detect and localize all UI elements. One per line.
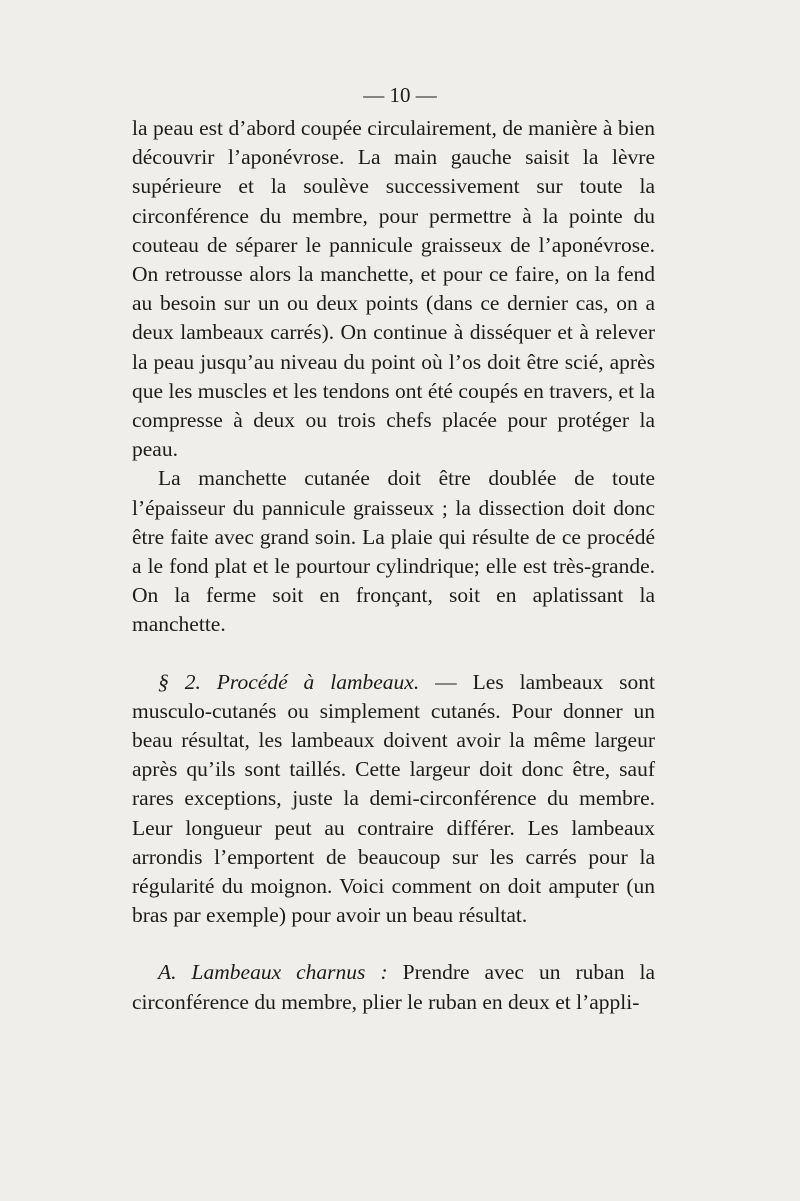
paragraph-2: La manchette cutanée doit être doublée de toute l’épaisseur du pannicule graisseux ; la dissection doit donc être faite avec grand soin. La plaie qui résulte de ce procédé a le fond plat et le pourtour cylindrique; elle est très-grande. On la ferme soit en fronçant, soit en aplatissant la manchette.	[132, 466, 655, 637]
paragraph-4	[132, 958, 655, 1016]
paragraph-1: la peau est d’abord coupée circulairement, de manière à bien découvrir l’aponévrose. La main gauche saisit la lèvre supérieure et la soulève successivement sur toute la circonférence du membre, pour permettre à la pointe du couteau de séparer le pannicule graisseux de l’aponévrose. On retrousse alors la manchette, et pour ce faire, on la fend au besoin sur un ou deux points (dans ce dernier cas, on a deux lambeaux carrés). On continue à disséquer et à relever la peau jusqu’au niveau du point où l’os doit être scié, après que les muscles et les tendons ont été coupés en travers, et la compresse à deux ou trois chefs placée pour protéger la peau.	[132, 116, 655, 462]
subsection-heading: A. Lambeaux charnus :	[158, 960, 388, 985]
paragraph-4-body: Prendre avec un ruban la circonférence du membre, plier le ruban en deux et l’appli-	[132, 960, 655, 1014]
page-number: — 10 —	[363, 83, 437, 107]
paragraph-3	[132, 668, 655, 931]
section-heading: § 2. Procédé à lambeaux.	[158, 669, 420, 694]
body-text	[132, 114, 655, 1017]
paragraph-3-body: — Les lambeaux sont musculo-cutanés ou simplement cutanés. Pour donner un beau résultat, les lambeaux doivent avoir la même largeur après qu’ils sont taillés. Cette largeur doit donc être, sauf rares exceptions, juste la demi-circonférence du membre. Leur longueur peut au contraire différer. Les lambeaux arrondis l’emportent de beaucoup sur les carrés pour la régularité du moignon. Voici comment on doit amputer (un bras par exemple) pour avoir un beau résultat.	[132, 669, 655, 928]
